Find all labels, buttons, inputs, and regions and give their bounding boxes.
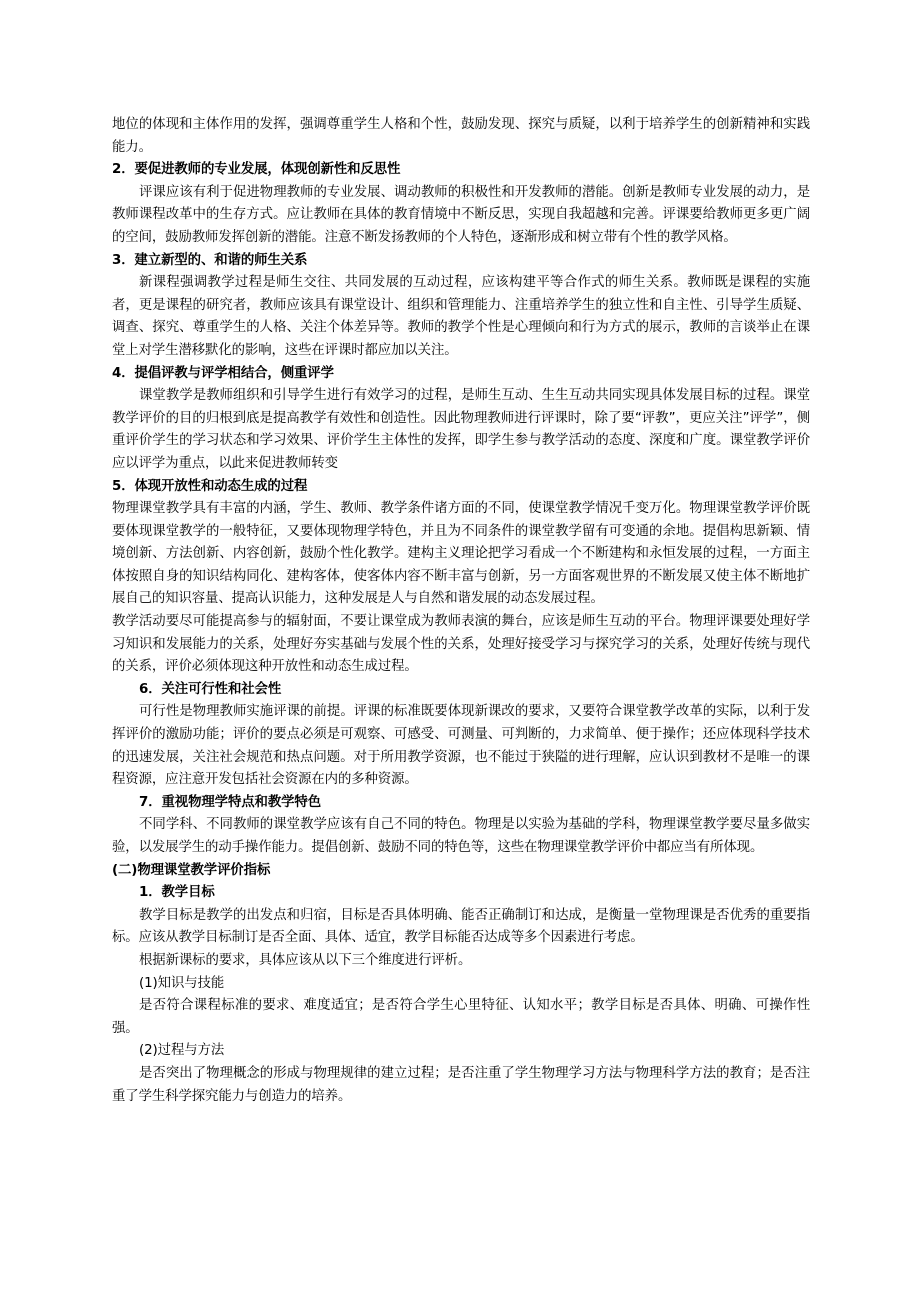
paragraph-5b: 教学活动要尽可能提高参与的辐射面，不要让课堂成为教师表演的舞台，应该是师生互动的平台。物理评课要处理好学习知识和发展能力的关系，处理好夯实基础与发展个性的关系，处理好接受学习与探究学习的关系，处理好传统与现代的关系，评价必须体现这种开放性和动态生成过程。 xyxy=(112,614,810,675)
paragraph-5a: 物理课堂教学具有丰富的内涵，学生、教师、教学条件诸方面的不同，使课堂教学情况千变万化。物理课堂教学评价既要体现课堂教学的一般特征，又要体现物理学特色，并且为不同条件的课堂教学留有可变通的余地。提倡构思新颖、情境创新、方法创新、内容创新，鼓励个性化教学。建构主义理论把学习看成一个不断建构和永恒发展的过程，一方面主体按照自身的知识结构同化、建构客体，使客体内容不断丰富与创新，另一方面客观世界的不断发展又使主体不断地扩展自己的知识容量、提高认识能力，这种发展是人与自然和谐发展的动态发展过程。 xyxy=(112,501,810,607)
heading-7: 7．重视物理学特点和教学特色 xyxy=(139,794,321,810)
document-page xyxy=(112,114,810,1108)
section-heading-2: (二)物理课堂教学评价指标 xyxy=(112,862,271,878)
heading-4: 4．提倡评教与评学相结合，侧重评学 xyxy=(112,365,334,381)
paragraph-teaching-goal-2: 根据新课标的要求，具体应该从以下三个维度进行评析。 xyxy=(139,952,472,968)
paragraph-7: 不同学科、不同教师的课堂教学应该有自己不同的特色。物理是以实验为基础的学科，物理课堂教学要尽量多做实验，以发展学生的动手操作能力。提倡创新、鼓励不同的特色等，这些在物理课堂教学评价中都应当有所体现。 xyxy=(112,817,810,855)
heading-5: 5．体现开放性和动态生成的过程 xyxy=(112,478,308,494)
paragraph-continuation: 地位的体现和主体作用的发挥，强调尊重学生人格和个性，鼓励发现、探究与质疑，以利于培养学生的创新精神和实践能力。 xyxy=(112,117,810,155)
subheading-teaching-goal: 1．教学目标 xyxy=(139,885,215,901)
heading-6: 6．关注可行性和社会性 xyxy=(139,681,282,697)
item-process-method: (2)过程与方法 xyxy=(139,1043,225,1059)
heading-2: 2．要促进教师的专业发展，体现创新性和反思性 xyxy=(112,162,401,178)
paragraph-2: 评课应该有利于促进物理教师的专业发展、调动教师的积极性和开发教师的潜能。创新是教师专业发展的动力，是教师课程改革中的生存方式。应让教师在具体的教育情境中不断反思，实现自我超越和完善。评课要给教师更多更广阔的空间，鼓励教师发挥创新的潜能。注意不断发扬教师的个人特色，逐渐形成和树立带有个性的教学风格。 xyxy=(112,184,810,245)
paragraph-6: 可行性是物理教师实施评课的前提。评课的标准既要体现新课改的要求，又要符合课堂教学改革的实际，以利于发挥评价的激励功能；评价的要点必须是可观察、可感受、可测量、可判断的，力求简单、便于操作；还应体现科学技术的迅速发展，关注社会规范和热点问题。对于所用教学资源，也不能过于狭隘的进行理解，应认识到教材不是唯一的课程资源，应注意开发包括社会资源在内的多种资源。 xyxy=(112,704,810,788)
paragraph-teaching-goal-1: 教学目标是教学的出发点和归宿，目标是否具体明确、能否正确制订和达成，是衡量一堂物理课是否优秀的重要指标。应该从教学目标制订是否全面、具体、适宜，教学目标能否达成等多个因素进行考虑。 xyxy=(112,907,810,946)
heading-3: 3．建立新型的、和谐的师生关系 xyxy=(112,252,308,268)
paragraph-knowledge-skills: 是否符合课程标准的要求、难度适宜；是否符合学生心里特征、认知水平；教学目标是否具体、明确、可操作性强。 xyxy=(112,998,810,1036)
paragraph-3: 新课程强调教学过程是师生交往、共同发展的互动过程，应该构建平等合作式的师生关系。教师既是课程的实施者，更是课程的研究者，教师应该具有课堂设计、组织和管理能力、注重培养学生的独立性和自主性、引导学生质疑、调查、探究、尊重学生的人格、关注个体差异等。教师的教学个性是心理倾向和行为方式的展示，教师的言谈举止在课堂上对学生潜移默化的影响，这些在评课时都应加以关注。 xyxy=(112,275,810,358)
paragraph-4: 课堂教学是教师组织和引导学生进行有效学习的过程，是师生互动、生生互动共同实现具体发展目标的过程。课堂教学评价的目的归根到底是提高教学有效性和创造性。因此物理教师进行评课时，除了要“评教”，更应关注”评学”，侧重评价学生的学习状态和学习效果、评价学生主体性的发挥，即学生参与教学活动的态度、深度和广度。课堂教学评价应以评学为重点，以此来促进教师转变 xyxy=(112,388,810,471)
paragraph-process-method: 是否突出了物理概念的形成与物理规律的建立过程；是否注重了学生物理学习方法与物理科学方法的教育；是否注重了学生科学探究能力与创造力的培养。 xyxy=(112,1065,810,1104)
item-knowledge-skills: (1)知识与技能 xyxy=(139,975,225,991)
